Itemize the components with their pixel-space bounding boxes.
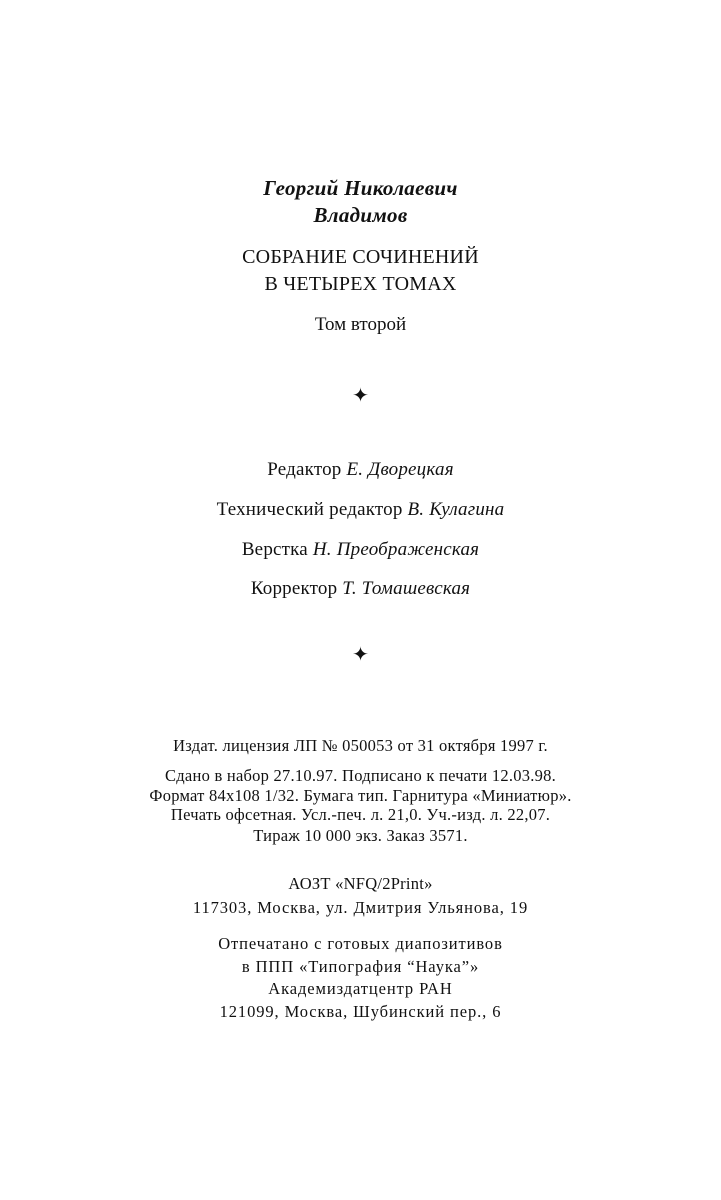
credit-person: В. Кулагина bbox=[407, 499, 505, 520]
volume-label: Том второй bbox=[314, 314, 407, 335]
credit-role: Технический редактор bbox=[216, 499, 403, 520]
credit-technical-editor bbox=[0, 500, 721, 519]
license-line: Издат. лицензия ЛП № 050053 от 31 октября 1997 г. bbox=[173, 736, 548, 755]
printer-line-2: в ППП «Типография “Наука”» bbox=[241, 957, 480, 976]
printing-line-3: Печать офсетная. Усл.-печ. л. 21,0. Уч.-изд. л. 22,07. bbox=[170, 805, 551, 824]
title-line-1: СОБРАНИЕ СОЧИНЕНИЙ bbox=[242, 246, 479, 268]
credit-person: Н. Преображенская bbox=[312, 539, 480, 560]
printer-line-1: Отпечатано с готовых диапозитивов bbox=[218, 934, 503, 953]
credit-editor bbox=[0, 460, 721, 479]
credit-role: Верстка bbox=[241, 539, 308, 560]
title-line-2: В ЧЕТЫРЕХ ТОМАХ bbox=[264, 273, 457, 295]
credit-layout bbox=[0, 540, 721, 559]
author-surname: Владимов bbox=[313, 203, 408, 227]
credit-proofreader bbox=[0, 579, 721, 598]
credit-person: Т. Томашевская bbox=[342, 578, 471, 599]
printing-line-4: Тираж 10 000 экз. Заказ 3571. bbox=[253, 826, 468, 845]
printer-line-3: Академиздатцентр РАН bbox=[268, 979, 453, 998]
credit-role: Редактор bbox=[267, 459, 342, 480]
printing-line-2: Формат 84x108 1/32. Бумага тип. Гарнитура «Миниатюр». bbox=[149, 786, 572, 805]
credit-role: Корректор bbox=[250, 578, 338, 599]
credit-person: Е. Дворецкая bbox=[346, 459, 454, 480]
author-first-names: Георгий Николаевич bbox=[263, 176, 458, 200]
publisher-address: 117303, Москва, ул. Дмитрия Ульянова, 19 bbox=[192, 898, 529, 917]
printer-line-4: 121099, Москва, Шубинский пер., 6 bbox=[219, 1002, 502, 1021]
ornament-bottom: ✦ bbox=[352, 644, 369, 666]
publisher-name: АОЗТ «NFQ/2Print» bbox=[288, 874, 433, 893]
ornament-top: ✦ bbox=[352, 385, 369, 407]
printing-line-1: Сдано в набор 27.10.97. Подписано к печати 12.03.98. bbox=[165, 766, 556, 785]
